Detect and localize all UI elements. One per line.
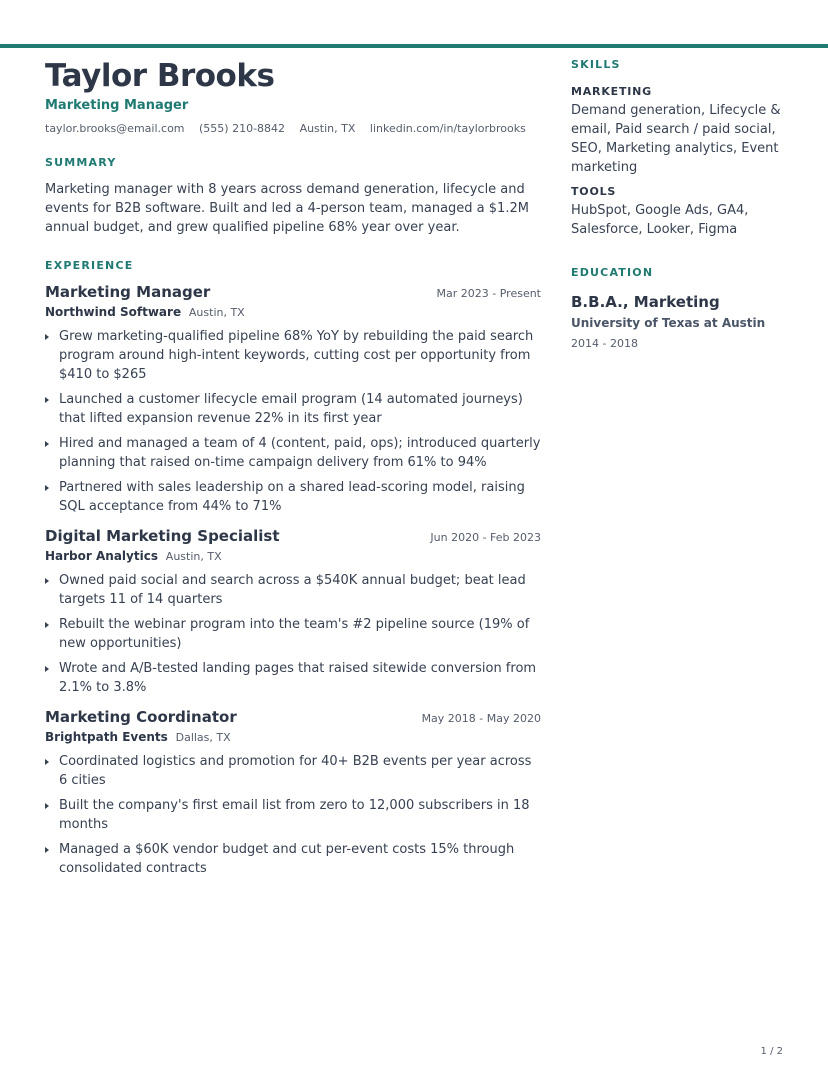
skills-marketing-text: Demand generation, Lifecycle & email, Paid search / paid social, SEO, Marketing analytics, Event marketing: [571, 103, 781, 175]
company-location: Austin, TX: [165, 550, 222, 563]
candidate-role: Marketing Manager: [45, 98, 189, 113]
main-column: [45, 58, 541, 884]
bullet-item: Owned paid social and search across a $540K annual budget; beat lead targets 11 of 14 quarters: [45, 571, 541, 609]
contact-phone: (555) 210-8842: [199, 122, 286, 135]
job-dates: Mar 2023 - Present: [436, 287, 541, 300]
bullet-item: Wrote and A/B-tested landing pages that raised sitewide conversion from 2.1% to 3.8%: [45, 659, 541, 697]
job-bullets: [45, 327, 541, 516]
candidate-name: Taylor Brooks: [45, 58, 275, 94]
job-bullets: [45, 752, 541, 878]
skills-tools-text: HubSpot, Google Ads, GA4, Salesforce, Looker, Figma: [571, 203, 749, 237]
skills-marketing-label: MARKETING: [571, 85, 652, 98]
contact-location: Austin, TX: [299, 122, 356, 135]
job-title: Marketing Coordinator: [45, 708, 237, 726]
company-location: Austin, TX: [188, 306, 245, 319]
page-number: 1 / 2: [760, 1046, 783, 1057]
skills-heading: SKILLS: [571, 58, 621, 71]
bullet-item: Managed a $60K vendor budget and cut per-event costs 15% through consolidated contracts: [45, 840, 541, 878]
job-entry: [45, 707, 541, 878]
company-name: Northwind Software: [45, 305, 182, 319]
education-degree: B.B.A., Marketing: [571, 293, 720, 311]
bullet-item: Partnered with sales leadership on a shared lead-scoring model, raising SQL acceptance from 44% to 71%: [45, 478, 541, 516]
summary-text: Marketing manager with 8 years across demand generation, lifecycle and events for B2B software. Built and led a 4-person team, managed a $1.2M annual budget, and grew qualified pipeline 68% year over year.: [45, 182, 529, 235]
job-entry: [45, 282, 541, 516]
company-name: Harbor Analytics: [45, 549, 158, 563]
skills-tools-label: TOOLS: [571, 185, 617, 198]
bullet-item: Built the company's first email list from zero to 12,000 subscribers in 18 months: [45, 796, 541, 834]
contact-linkedin[interactable]: linkedin.com/in/taylorbrooks: [369, 122, 526, 135]
bullet-item: Rebuilt the webinar program into the team's #2 pipeline source (19% of new opportunities): [45, 615, 541, 653]
contact-email[interactable]: taylor.brooks@email.com: [45, 122, 185, 135]
job-entry: [45, 526, 541, 697]
company-name: Brightpath Events: [45, 730, 168, 744]
contact-line: [45, 121, 541, 137]
job-bullets: [45, 571, 541, 697]
bullet-item: Grew marketing-qualified pipeline 68% YoY by rebuilding the paid search program around high-intent keywords, cutting cost per opportunity from $410 to $265: [45, 327, 541, 384]
company-location: Dallas, TX: [175, 731, 231, 744]
job-dates: Jun 2020 - Feb 2023: [430, 531, 541, 544]
bullet-item: Launched a customer lifecycle email program (14 automated journeys) that lifted expansion revenue 22% in its first year: [45, 390, 541, 428]
job-dates: May 2018 - May 2020: [421, 712, 541, 725]
job-title: Marketing Manager: [45, 283, 211, 301]
job-title: Digital Marketing Specialist: [45, 527, 280, 545]
summary-heading: SUMMARY: [45, 156, 117, 169]
education-heading: EDUCATION: [571, 266, 654, 279]
education-years: 2014 - 2018: [571, 337, 638, 350]
bullet-item: Hired and managed a team of 4 (content, paid, ops); introduced quarterly planning that raised on-time campaign delivery from 61% to 94%: [45, 434, 541, 472]
side-column: [571, 58, 791, 351]
education-school: University of Texas at Austin: [571, 316, 766, 330]
top-accent-rule: [0, 44, 828, 48]
bullet-item: Coordinated logistics and promotion for 40+ B2B events per year across 6 cities: [45, 752, 541, 790]
experience-heading: EXPERIENCE: [45, 259, 134, 272]
